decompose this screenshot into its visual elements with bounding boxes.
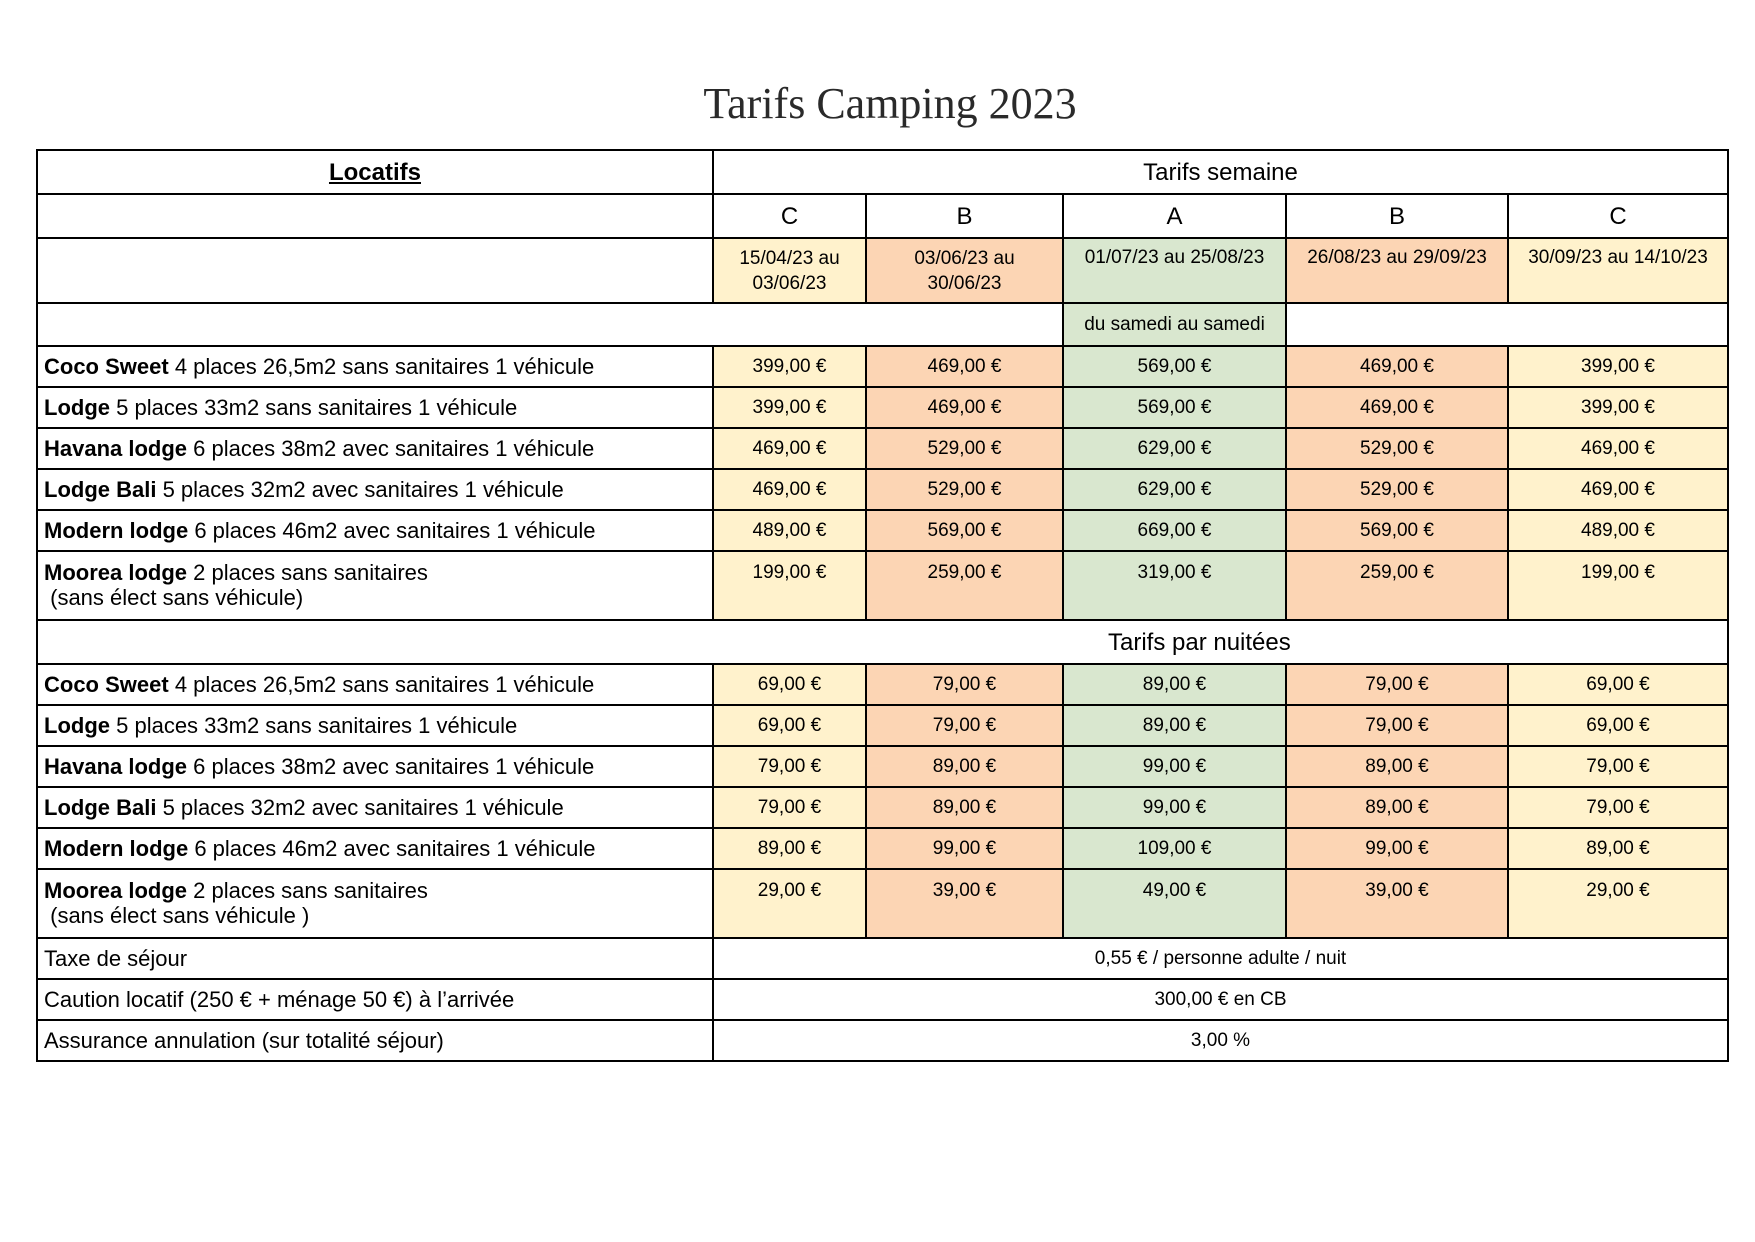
price-cell: 569,00 € — [866, 510, 1063, 551]
rental-line — [44, 713, 712, 738]
nightly-prices — [37, 664, 1728, 938]
table-row — [37, 469, 1728, 510]
price-cell: 669,00 € — [1063, 510, 1286, 551]
price-cell: 79,00 € — [1508, 787, 1728, 828]
rental-name: Lodge Bali — [44, 477, 157, 502]
rental-line — [44, 436, 712, 461]
price-cell: 469,00 € — [1286, 346, 1508, 387]
price-cell: 469,00 € — [866, 346, 1063, 387]
rental-label — [37, 428, 713, 469]
season-letter: A — [1063, 194, 1286, 238]
extra-label: Taxe de séjour — [37, 938, 713, 979]
rental-desc: 6 places 46m2 avec sanitaires 1 véhicule — [188, 836, 596, 861]
period-line: 01/07/23 au 25/08/23 — [1084, 247, 1265, 268]
rental-line — [44, 477, 712, 502]
season-letter: B — [866, 194, 1063, 238]
price-cell: 529,00 € — [1286, 469, 1508, 510]
rental-name: Lodge — [44, 395, 110, 420]
price-cell: 89,00 € — [866, 746, 1063, 787]
rental-desc-2: (sans élect sans véhicule ) — [44, 903, 310, 928]
tarifs-semaine-header: Tarifs semaine — [713, 150, 1728, 194]
table-row — [37, 428, 1728, 469]
price-cell: 29,00 € — [1508, 869, 1728, 938]
period-line: 30/09/23 au 14/10/23 — [1528, 247, 1708, 268]
price-cell: 469,00 € — [866, 387, 1063, 428]
rental-line — [44, 395, 712, 420]
rental-desc-2: (sans élect sans véhicule) — [44, 585, 304, 610]
empty-cell — [1286, 303, 1728, 346]
rental-name: Moorea lodge — [44, 878, 188, 903]
note-samedi: du samedi au samedi — [1063, 303, 1286, 346]
rental-name: Moorea lodge — [44, 560, 188, 585]
price-cell: 259,00 € — [866, 551, 1063, 620]
price-cell: 89,00 € — [1508, 828, 1728, 869]
table-row — [37, 664, 1728, 705]
price-cell: 79,00 € — [1508, 746, 1728, 787]
weekly-prices — [37, 346, 1728, 620]
table-row — [37, 938, 1728, 979]
rental-desc: 5 places 32m2 avec sanitaires 1 véhicule — [156, 795, 564, 820]
rental-line — [44, 878, 712, 903]
price-cell: 99,00 € — [1286, 828, 1508, 869]
price-cell: 99,00 € — [866, 828, 1063, 869]
period-cell — [1286, 238, 1508, 303]
locatifs-header: Locatifs — [37, 150, 713, 194]
price-cell: 69,00 € — [713, 664, 866, 705]
table-row — [37, 510, 1728, 551]
rental-desc: 5 places 32m2 avec sanitaires 1 véhicule — [156, 477, 564, 502]
table-row — [37, 979, 1728, 1020]
table-row — [37, 705, 1728, 746]
price-cell: 469,00 € — [713, 469, 866, 510]
price-cell: 69,00 € — [1508, 705, 1728, 746]
extras — [37, 938, 1728, 1061]
rental-desc: 2 places sans sanitaires — [187, 878, 428, 903]
period-line: 15/04/23 au — [739, 247, 840, 269]
price-cell: 469,00 € — [1286, 387, 1508, 428]
rental-label — [37, 828, 713, 869]
rental-name: Havana lodge — [44, 754, 188, 779]
price-cell: 259,00 € — [1286, 551, 1508, 620]
price-cell: 89,00 € — [713, 828, 866, 869]
extra-value: 3,00 % — [713, 1020, 1728, 1061]
price-cell: 399,00 € — [1508, 387, 1728, 428]
period-cell — [1508, 238, 1728, 303]
price-cell: 629,00 € — [1063, 469, 1286, 510]
price-cell: 629,00 € — [1063, 428, 1286, 469]
price-cell: 469,00 € — [713, 428, 866, 469]
page-title: Tarifs Camping 2023 — [703, 79, 1077, 128]
price-cell: 469,00 € — [1508, 469, 1728, 510]
price-cell: 89,00 € — [1286, 746, 1508, 787]
period-cell — [1063, 238, 1286, 303]
price-cell: 99,00 € — [1063, 746, 1286, 787]
empty-cell — [37, 238, 713, 303]
price-cell: 569,00 € — [1286, 510, 1508, 551]
rental-desc: 2 places sans sanitaires — [187, 560, 428, 585]
table-row — [37, 787, 1728, 828]
rental-label — [37, 787, 713, 828]
period-line: 03/06/23 — [752, 272, 827, 294]
rental-line — [44, 518, 712, 543]
table-row — [37, 869, 1728, 938]
period-cell — [866, 238, 1063, 303]
rental-label — [37, 510, 713, 551]
period-line: 03/06/23 au — [914, 247, 1015, 269]
price-cell: 89,00 € — [1286, 787, 1508, 828]
tarifs-nuitees-label: Tarifs par nuitées — [1108, 628, 1291, 656]
price-cell: 79,00 € — [1286, 705, 1508, 746]
table-row — [37, 1020, 1728, 1061]
price-cell: 79,00 € — [866, 705, 1063, 746]
rental-desc: 6 places 38m2 avec sanitaires 1 véhicule — [187, 436, 595, 461]
price-cell: 399,00 € — [713, 346, 866, 387]
price-cell: 89,00 € — [866, 787, 1063, 828]
rental-name: Modern lodge — [44, 518, 189, 543]
price-cell: 399,00 € — [713, 387, 866, 428]
extra-value: 300,00 € en CB — [713, 979, 1728, 1020]
price-cell: 69,00 € — [1508, 664, 1728, 705]
rental-desc: 6 places 38m2 avec sanitaires 1 véhicule — [187, 754, 595, 779]
price-cell: 79,00 € — [713, 746, 866, 787]
price-cell: 109,00 € — [1063, 828, 1286, 869]
rental-name: Havana lodge — [44, 436, 188, 461]
price-cell: 49,00 € — [1063, 869, 1286, 938]
price-cell: 569,00 € — [1063, 387, 1286, 428]
table-row — [37, 746, 1728, 787]
rental-desc: 4 places 26,5m2 sans sanitaires 1 véhicule — [168, 354, 595, 379]
price-cell: 29,00 € — [713, 869, 866, 938]
price-cell: 99,00 € — [1063, 787, 1286, 828]
rental-line — [44, 672, 712, 697]
price-cell: 529,00 € — [1286, 428, 1508, 469]
period-cell — [713, 238, 866, 303]
rental-label — [37, 705, 713, 746]
rental-name: Lodge — [44, 713, 110, 738]
rental-desc: 5 places 33m2 sans sanitaires 1 véhicule — [110, 713, 518, 738]
price-cell: 399,00 € — [1508, 346, 1728, 387]
price-cell: 469,00 € — [1508, 428, 1728, 469]
price-cell: 69,00 € — [713, 705, 866, 746]
season-letter: C — [1508, 194, 1728, 238]
empty-cell — [37, 303, 1063, 346]
rental-label — [37, 664, 713, 705]
price-cell: 489,00 € — [713, 510, 866, 551]
price-cell: 569,00 € — [1063, 346, 1286, 387]
rental-label — [37, 469, 713, 510]
extra-label: Assurance annulation (sur totalité séjour) — [37, 1020, 713, 1061]
rental-label — [37, 869, 713, 938]
tarifs-nuitees-header — [37, 620, 1728, 664]
table-row — [37, 387, 1728, 428]
rental-label — [37, 551, 713, 620]
rental-name: Coco Sweet — [44, 672, 169, 697]
rental-line — [44, 354, 712, 379]
price-cell: 79,00 € — [713, 787, 866, 828]
rental-line — [44, 560, 712, 585]
price-cell: 79,00 € — [1286, 664, 1508, 705]
price-cell: 319,00 € — [1063, 551, 1286, 620]
price-cell: 39,00 € — [866, 869, 1063, 938]
price-cell: 199,00 € — [713, 551, 866, 620]
price-cell: 79,00 € — [866, 664, 1063, 705]
period-line: 26/08/23 au 29/09/23 — [1307, 247, 1487, 268]
season-letter: B — [1286, 194, 1508, 238]
rental-desc: 5 places 33m2 sans sanitaires 1 véhicule — [110, 395, 518, 420]
price-cell: 89,00 € — [1063, 664, 1286, 705]
rental-name: Lodge Bali — [44, 795, 157, 820]
price-cell: 199,00 € — [1508, 551, 1728, 620]
period-line: 30/06/23 — [927, 272, 1002, 294]
price-cell: 39,00 € — [1286, 869, 1508, 938]
price-cell: 89,00 € — [1063, 705, 1286, 746]
table-row — [37, 828, 1728, 869]
rental-line — [44, 754, 712, 779]
price-cell: 529,00 € — [866, 469, 1063, 510]
extra-value: 0,55 € / personne adulte / nuit — [713, 938, 1728, 979]
table-row — [37, 346, 1728, 387]
rental-label — [37, 746, 713, 787]
rental-desc: 4 places 26,5m2 sans sanitaires 1 véhicule — [168, 672, 595, 697]
tariff-table — [36, 149, 1729, 1062]
rental-line — [44, 795, 712, 820]
table-row — [37, 551, 1728, 620]
rental-label — [37, 387, 713, 428]
rental-name: Coco Sweet — [44, 354, 169, 379]
rental-line — [44, 836, 712, 861]
extra-label: Caution locatif (250 € + ménage 50 €) à l’arrivée — [37, 979, 713, 1020]
rental-label — [37, 346, 713, 387]
rental-name: Modern lodge — [44, 836, 189, 861]
empty-cell — [37, 194, 713, 238]
price-cell: 489,00 € — [1508, 510, 1728, 551]
rental-desc: 6 places 46m2 avec sanitaires 1 véhicule — [188, 518, 596, 543]
price-cell: 529,00 € — [866, 428, 1063, 469]
season-letter: C — [713, 194, 866, 238]
